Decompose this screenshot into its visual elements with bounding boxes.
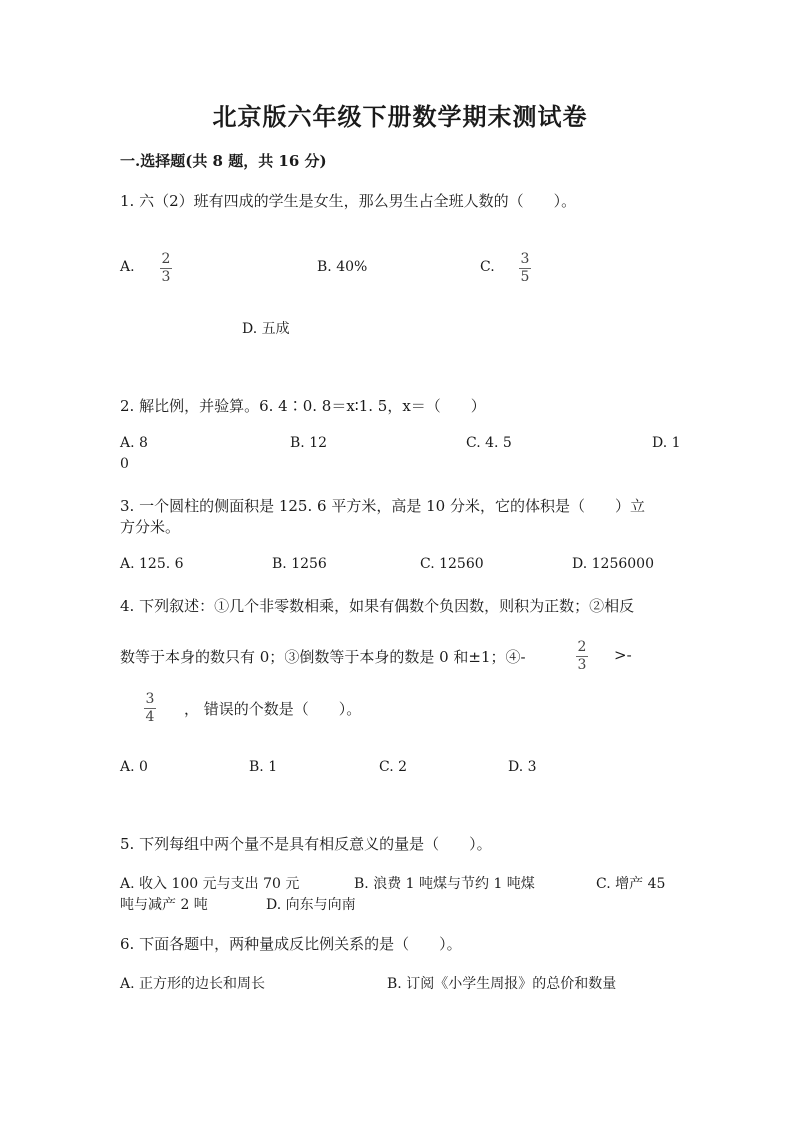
q4-option-a: A. 0 — [120, 759, 148, 775]
question-5-stem: 5. 下列每组中两个量不是具有相反意义的量是（ ）。 — [120, 835, 492, 853]
q2-option-a: A. 8 — [120, 435, 148, 451]
q2-option-d: D. 1 — [652, 435, 681, 451]
q5-option-a: A. 收入 100 元与支出 70 元 — [120, 876, 300, 892]
q1-option-b: B. 40% — [317, 259, 368, 275]
q5-option-c: C. 增产 45 — [596, 876, 666, 892]
q6-option-a: A. 正方形的边长和周长 — [120, 976, 266, 992]
q1-option-c-label: C. — [480, 259, 495, 275]
fraction-numerator: 3 — [520, 251, 530, 267]
fraction-numerator: 3 — [145, 691, 155, 707]
page-title: 北京版六年级下册数学期末测试卷 — [212, 102, 588, 131]
q4-comparison: >- — [614, 646, 632, 664]
q4-fraction-1 — [576, 640, 588, 673]
q2-option-d-wrap: 0 — [120, 456, 129, 472]
question-6-stem: 6. 下面各题中，两种量成反比例关系的是（ ）。 — [120, 935, 462, 953]
q1-option-a-fraction — [160, 252, 172, 285]
fraction-denominator: 3 — [161, 269, 171, 285]
q5-option-b: B. 浪费 1 吨煤与节约 1 吨煤 — [354, 876, 535, 892]
q4-option-b: B. 1 — [249, 759, 278, 775]
q3-option-a: A. 125. 6 — [120, 556, 184, 572]
question-1-stem: 1. 六（2）班有四成的学生是女生，那么男生占全班人数的（ ）。 — [120, 192, 577, 210]
section-heading: 一.选择题(共 8 题，共 16 分) — [120, 152, 327, 170]
q1-option-a-label: A. — [120, 259, 135, 275]
q3-option-c: C. 12560 — [420, 556, 484, 572]
q2-option-b: B. 12 — [290, 435, 328, 451]
q1-option-d: D. 五成 — [242, 321, 290, 337]
q4-fraction-2 — [144, 692, 156, 725]
q4-option-c: C. 2 — [379, 759, 408, 775]
fraction-denominator: 5 — [520, 269, 530, 285]
fraction-numerator: 2 — [161, 251, 171, 267]
q6-option-b: B. 订阅《小学生周报》的总价和数量 — [387, 976, 617, 992]
fraction-denominator: 3 — [577, 657, 587, 673]
question-4-stem-line2: 数等于本身的数只有 0；③倒数等于本身的数是 0 和±1；④- — [120, 648, 526, 666]
question-3-stem: 3. 一个圆柱的侧面积是 125. 6 平方米，高是 10 分米，它的体积是（ ）立 — [120, 497, 645, 515]
q3-option-b: B. 1256 — [272, 556, 327, 572]
question-2-stem: 2. 解比例，并验算。6. 4∶0. 8＝x∶1. 5，x＝（ ） — [120, 397, 486, 415]
fraction-denominator: 4 — [145, 709, 155, 725]
question-4-stem-line3: ， 错误的个数是（ ）。 — [184, 700, 362, 718]
q2-option-c: C. 4. 5 — [466, 435, 512, 451]
q5-option-d: D. 向东与向南 — [266, 897, 356, 913]
q3-option-d: D. 1256000 — [572, 556, 654, 572]
q1-option-c-fraction — [519, 252, 531, 285]
fraction-numerator: 2 — [577, 639, 587, 655]
question-4-stem: 4. 下列叙述：①几个非零数相乘，如果有偶数个负因数，则积为正数；②相反 — [120, 597, 635, 615]
question-3-stem-wrap: 方分米。 — [120, 518, 181, 536]
q5-option-c-wrap: 吨与减产 2 吨 — [120, 897, 208, 913]
q4-option-d: D. 3 — [508, 759, 537, 775]
